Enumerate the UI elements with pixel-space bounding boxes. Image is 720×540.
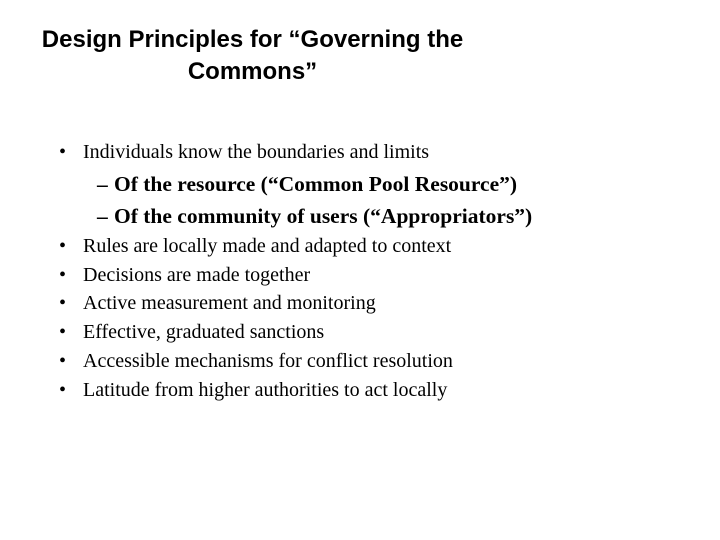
dash-marker: – bbox=[97, 204, 108, 228]
bullet-marker: • bbox=[59, 264, 67, 286]
bullet-marker: • bbox=[59, 321, 67, 343]
list-item-text: Individuals know the boundaries and limits bbox=[83, 141, 430, 163]
bullet-marker: • bbox=[59, 235, 67, 257]
list-item-text: Active measurement and monitoring bbox=[83, 292, 376, 314]
list-item-text: Accessible mechanisms for conflict resolution bbox=[83, 350, 453, 372]
list-item-text: Decisions are made together bbox=[83, 264, 311, 286]
list-item-text: Latitude from higher authorities to act locally bbox=[83, 379, 448, 401]
bullet-marker: • bbox=[59, 141, 67, 163]
bullet-marker: • bbox=[59, 379, 67, 401]
title-line-1: Design Principles for “Governing the bbox=[41, 26, 464, 53]
title-line-2: Commons” bbox=[187, 58, 318, 85]
list-item-text: Rules are locally made and adapted to context bbox=[83, 235, 452, 257]
bullet-marker: • bbox=[59, 350, 67, 372]
dash-marker: – bbox=[97, 172, 108, 196]
bullet-marker: • bbox=[59, 292, 67, 314]
list-item-text: Effective, graduated sanctions bbox=[83, 321, 325, 343]
sub-list-item-text: Of the community of users (“Appropriators”) bbox=[114, 204, 533, 228]
sub-list-item-text: Of the resource (“Common Pool Resource”) bbox=[114, 172, 518, 196]
